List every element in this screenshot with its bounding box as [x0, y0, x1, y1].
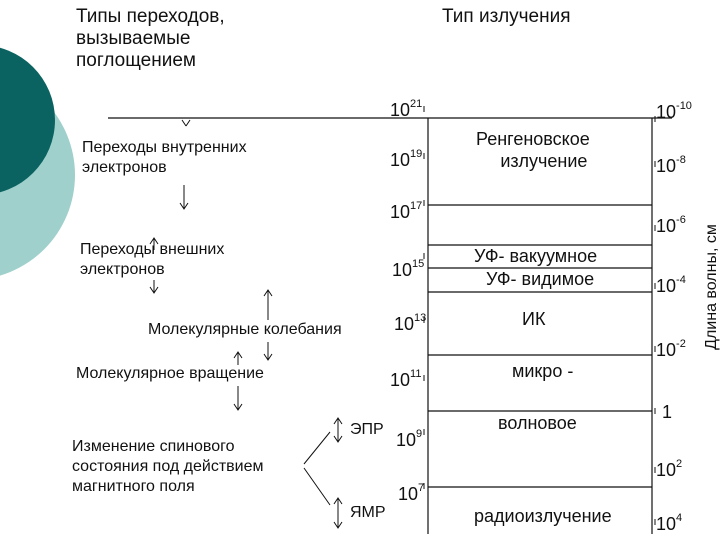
- bracket-line: [304, 432, 330, 464]
- freq-exp: 19: [410, 148, 423, 160]
- wl-base: 10: [656, 340, 677, 360]
- frequency-label: [392, 260, 424, 281]
- freq-exp: 9: [416, 428, 423, 440]
- transition-inner-electrons: [82, 138, 247, 178]
- wavelength-label: [656, 102, 692, 123]
- freq-exp: 13: [414, 312, 427, 324]
- frequency-label: [398, 484, 424, 505]
- wavelength-label: [656, 216, 686, 237]
- freq-exp: 21: [410, 98, 423, 110]
- transition-molecular-vibrations: Молекулярные колебания: [148, 321, 342, 338]
- wl-base: 10: [656, 514, 677, 534]
- radiation-xray: [476, 128, 590, 172]
- freq-base: 10: [390, 100, 411, 120]
- freq-base: 10: [390, 370, 411, 390]
- freq-base: 10: [390, 202, 411, 222]
- wl-base: 1: [662, 402, 673, 422]
- freq-exp: 17: [410, 200, 423, 212]
- freq-base: 10: [396, 430, 417, 450]
- wl-exp: -4: [676, 274, 686, 286]
- wl-base: 10: [656, 276, 677, 296]
- wavelength-label: [656, 340, 686, 361]
- wl-exp: -8: [676, 154, 686, 166]
- frequency-label: [394, 314, 426, 335]
- title-line: Типы переходов,: [76, 6, 225, 27]
- transition-molecular-rotation: Молекулярное вращение: [76, 365, 264, 382]
- freq-exp: 15: [412, 258, 425, 270]
- epr-label: ЭПР: [350, 421, 384, 438]
- label-line: электронов: [80, 261, 165, 278]
- wavelength-label: [656, 156, 686, 177]
- frequency-label: [390, 100, 422, 121]
- wavelength-label: [656, 460, 682, 481]
- wavelength-label: [656, 276, 686, 297]
- radiation-radio: радиоизлучение: [474, 506, 612, 526]
- wl-base: 10: [656, 460, 677, 480]
- freq-base: 10: [392, 260, 413, 280]
- bracket-line: [304, 468, 330, 505]
- freq-base: 10: [394, 314, 415, 334]
- wavelength-label: [656, 514, 682, 535]
- frequency-label: [396, 430, 422, 451]
- radiation-wave: волновое: [498, 413, 577, 433]
- wl-exp: -2: [676, 338, 686, 350]
- radiation-micro: микро -: [512, 361, 574, 381]
- wl-base: 10: [656, 102, 677, 122]
- radiation-uv-visible: УФ- видимое: [486, 269, 595, 289]
- arrow-head-icon: [182, 120, 190, 126]
- freq-base: 10: [390, 150, 411, 170]
- wavelength-axis-label: Длина волны, см: [703, 224, 720, 350]
- frequency-label: [390, 150, 422, 171]
- freq-exp: 7: [418, 482, 425, 494]
- transition-outer-electrons: [80, 240, 224, 280]
- label-line: излучение: [500, 151, 588, 171]
- wl-exp: -6: [676, 214, 686, 226]
- wl-exp: -10: [676, 100, 692, 112]
- title-line: вызываемые: [76, 28, 191, 49]
- label-line: магнитного поля: [72, 478, 195, 495]
- nmr-label: ЯМР: [350, 504, 386, 521]
- transitions-title: [76, 6, 225, 72]
- frequency-label: [390, 202, 422, 223]
- wl-base: 10: [656, 156, 677, 176]
- radiation-title: Тип излучения: [442, 6, 571, 27]
- label-line: Ренгеновское: [476, 129, 590, 149]
- freq-base: 10: [398, 484, 419, 504]
- label-line: Переходы внутренних: [82, 139, 247, 156]
- label-line: Изменение спинового: [72, 438, 235, 455]
- wavelength-label: [662, 402, 672, 423]
- radiation-uv-vacuum: УФ- вакуумное: [474, 246, 598, 266]
- wl-exp: 4: [676, 512, 683, 524]
- wl-base: 10: [656, 216, 677, 236]
- radiation-ir: ИК: [522, 309, 546, 329]
- label-line: Переходы внешних: [80, 241, 225, 258]
- frequency-label: [390, 370, 421, 391]
- freq-exp: 11: [410, 368, 422, 380]
- transition-spin-state: [72, 437, 264, 497]
- wl-exp: 2: [676, 458, 683, 470]
- title-line: поглощением: [76, 50, 196, 71]
- label-line: электронов: [82, 159, 167, 176]
- label-line: состояния под действием: [72, 458, 264, 475]
